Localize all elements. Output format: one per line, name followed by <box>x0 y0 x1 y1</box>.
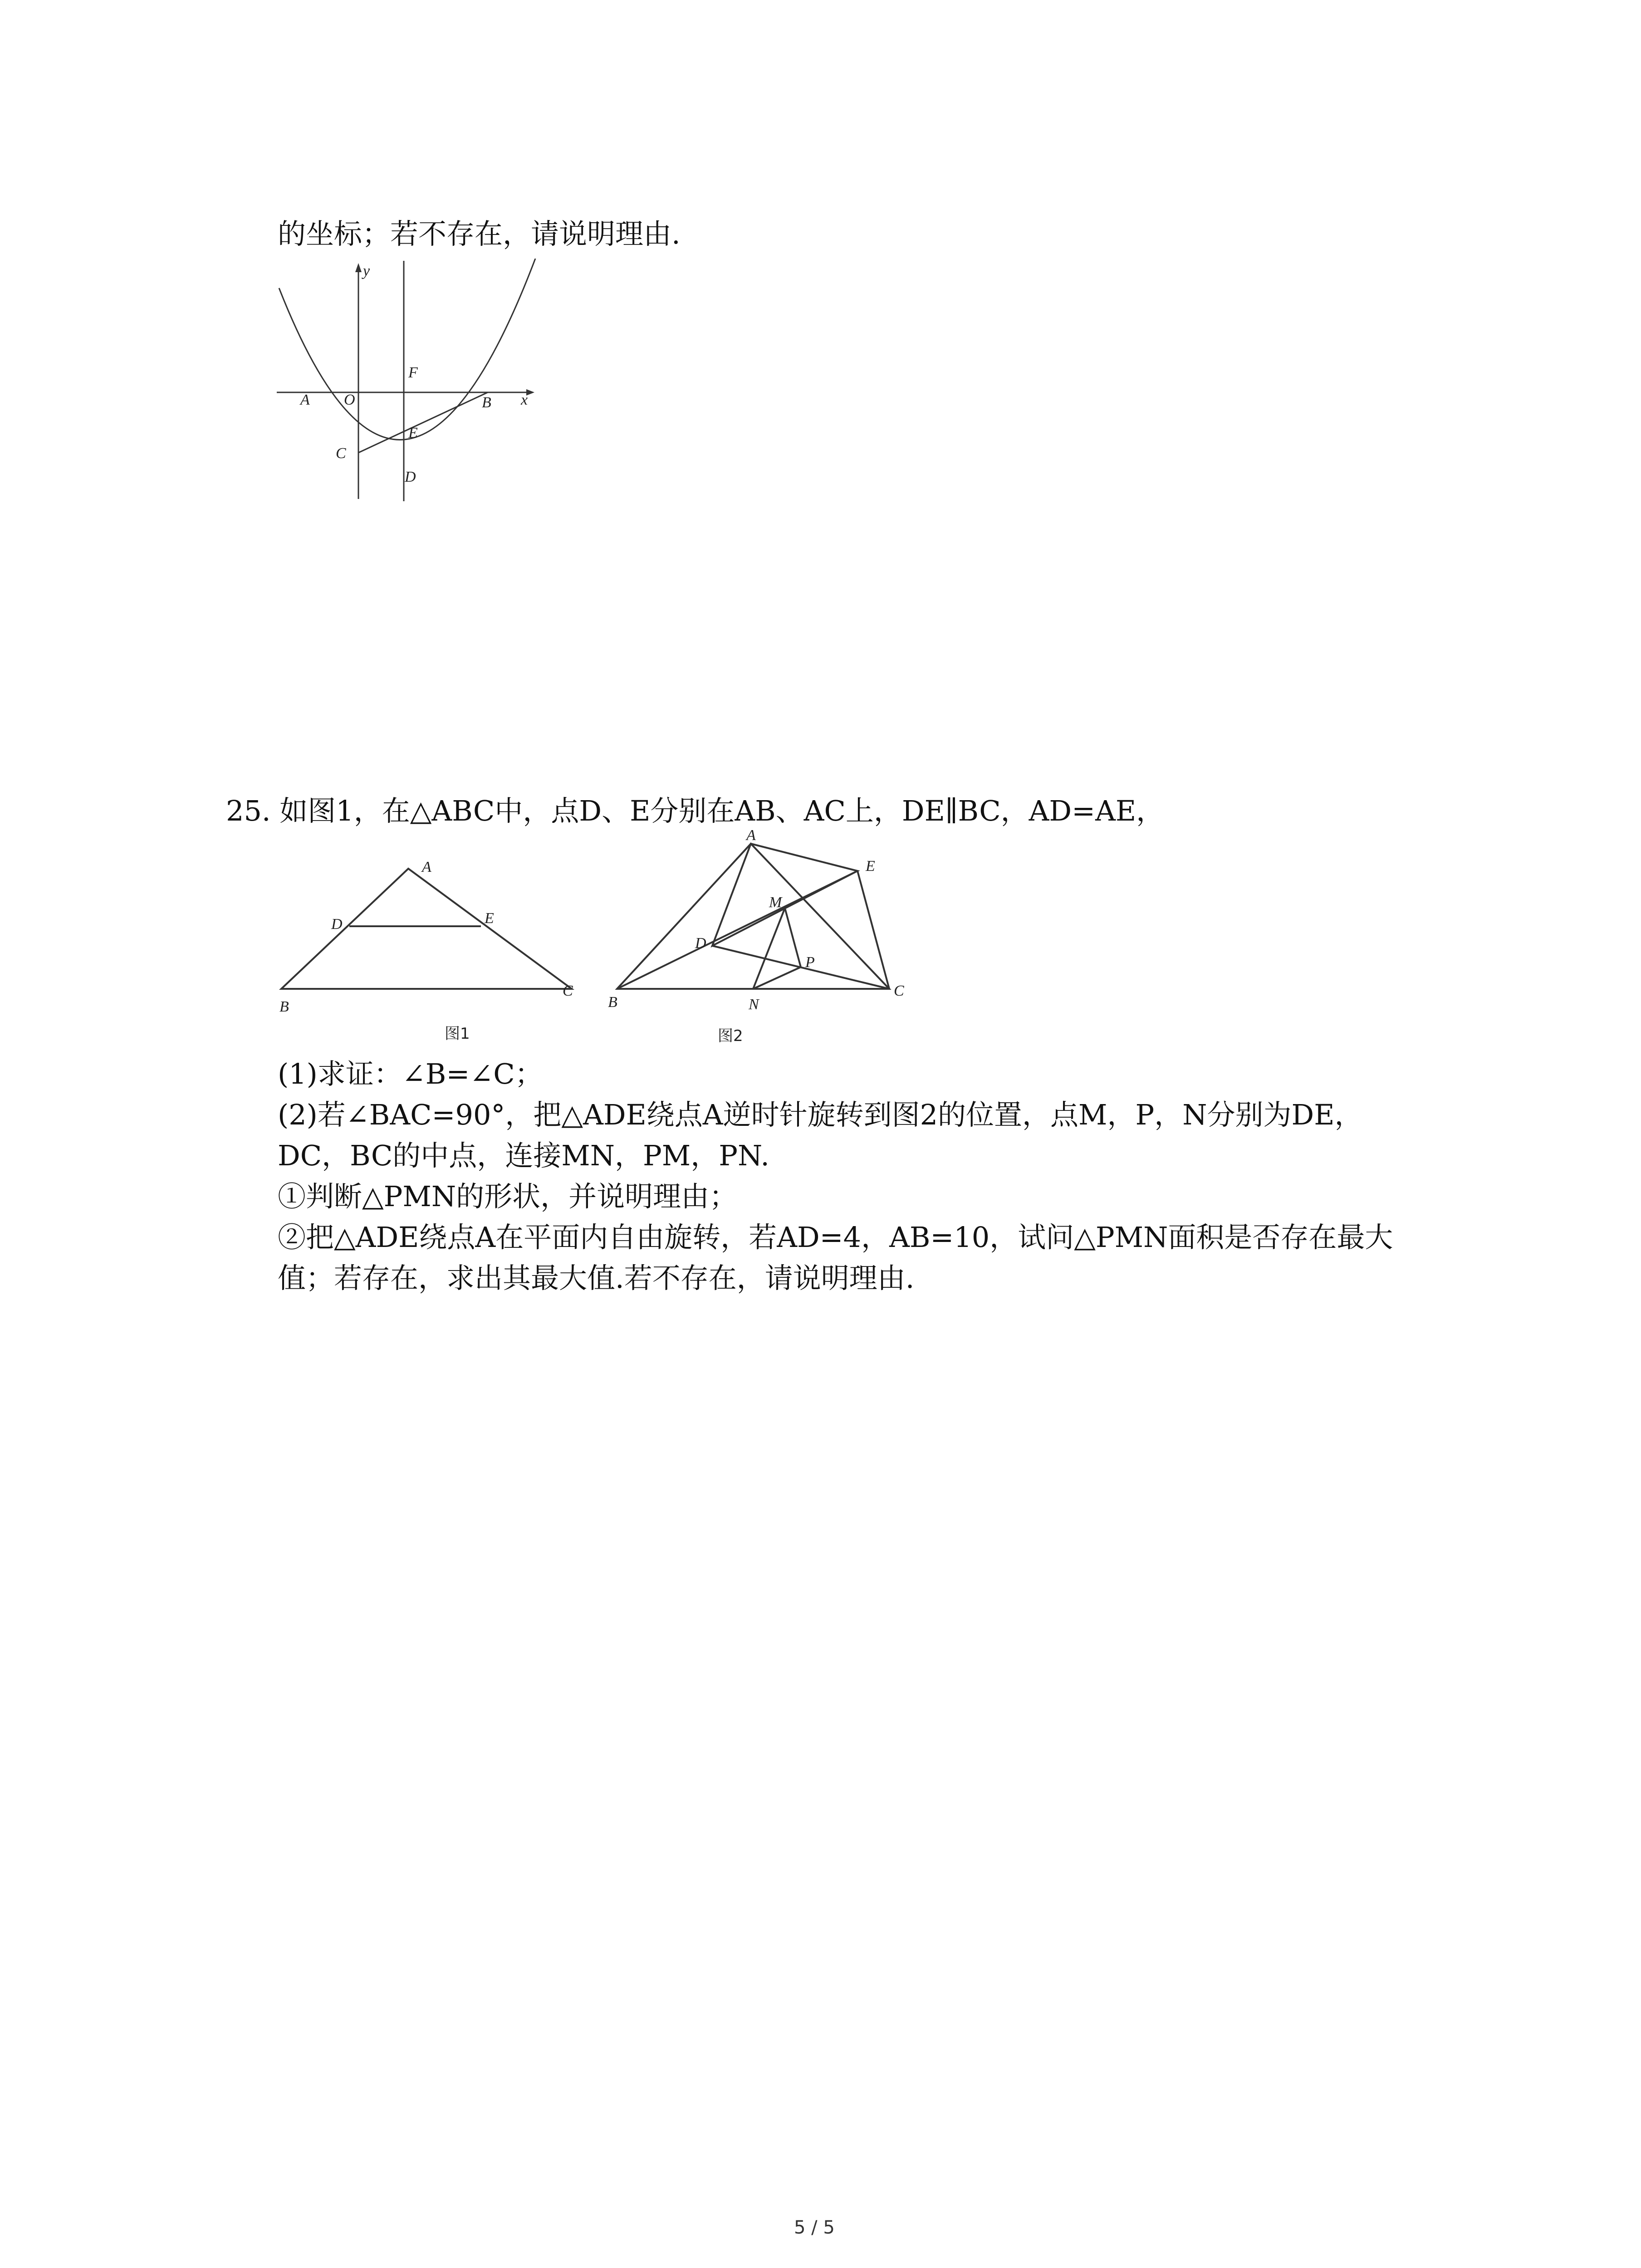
label-a: A <box>746 827 756 844</box>
parabola-svg <box>272 259 563 503</box>
label-b: B <box>608 994 617 1011</box>
label-e: E <box>866 858 875 875</box>
label-a: A <box>422 859 431 875</box>
q25-part2-line2: DC，BC的中点，连接MN，PM，PN. <box>278 1139 769 1172</box>
label-o: O <box>344 391 355 408</box>
label-c: C <box>563 982 573 999</box>
figure-1-svg <box>272 857 590 1052</box>
figure-2 <box>599 826 926 1052</box>
label-c: C <box>336 445 346 462</box>
label-c: C <box>894 982 904 999</box>
figure-2-caption: 图2 <box>718 1027 743 1045</box>
page-number: 5 / 5 <box>794 2217 835 2238</box>
label-d: D <box>405 469 416 485</box>
triangle-abc <box>281 869 572 989</box>
label-m: M <box>769 894 782 911</box>
y-axis-arrow <box>355 263 362 272</box>
label-e: E <box>485 910 494 927</box>
segment-be <box>617 871 857 989</box>
q24-tail-text: 的坐标；若不存在，请说明理由. <box>278 217 681 250</box>
q25-sub2-line1: ②把△ADE绕点A在平面内自由旋转，若AD=4，AB=10，试问△PMN面积是否存在最大 <box>278 1221 1393 1254</box>
label-n: N <box>749 996 759 1013</box>
label-x: x <box>521 391 528 408</box>
q25-part1: (1)求证：∠B=∠C； <box>278 1057 543 1090</box>
triangle-abc <box>617 844 889 989</box>
q25-part2-line1: (2)若∠BAC=90°，把△ADE绕点A逆时针旋转到图2的位置，点M，P，N分别为DE， <box>278 1098 1363 1131</box>
label-a: A <box>300 391 310 408</box>
parabola-figure <box>272 259 563 503</box>
label-y: y <box>363 263 370 279</box>
label-d: D <box>331 916 343 933</box>
segment-mp <box>785 908 801 967</box>
label-p: P <box>805 954 815 971</box>
figure-2-svg <box>599 826 926 1052</box>
q25-sub1: ①判断△PMN的形状，并说明理由； <box>278 1180 738 1213</box>
label-f: F <box>408 364 418 381</box>
segment-cb <box>358 392 488 453</box>
parabola-curve <box>279 259 535 440</box>
figure-1-caption: 图1 <box>445 1025 470 1043</box>
figure-1 <box>272 857 590 1052</box>
label-b: B <box>279 998 289 1015</box>
q25-stem: 25. 如图1，在△ABC中，点D、E分别在AB、AC上，DE∥BC，AD=AE， <box>226 794 1165 827</box>
label-b: B <box>482 394 491 411</box>
label-d: D <box>695 935 706 952</box>
q25-sub2-line2: 值；若存在，求出其最大值.若不存在，请说明理由. <box>278 1261 915 1295</box>
label-e: E <box>408 425 418 441</box>
